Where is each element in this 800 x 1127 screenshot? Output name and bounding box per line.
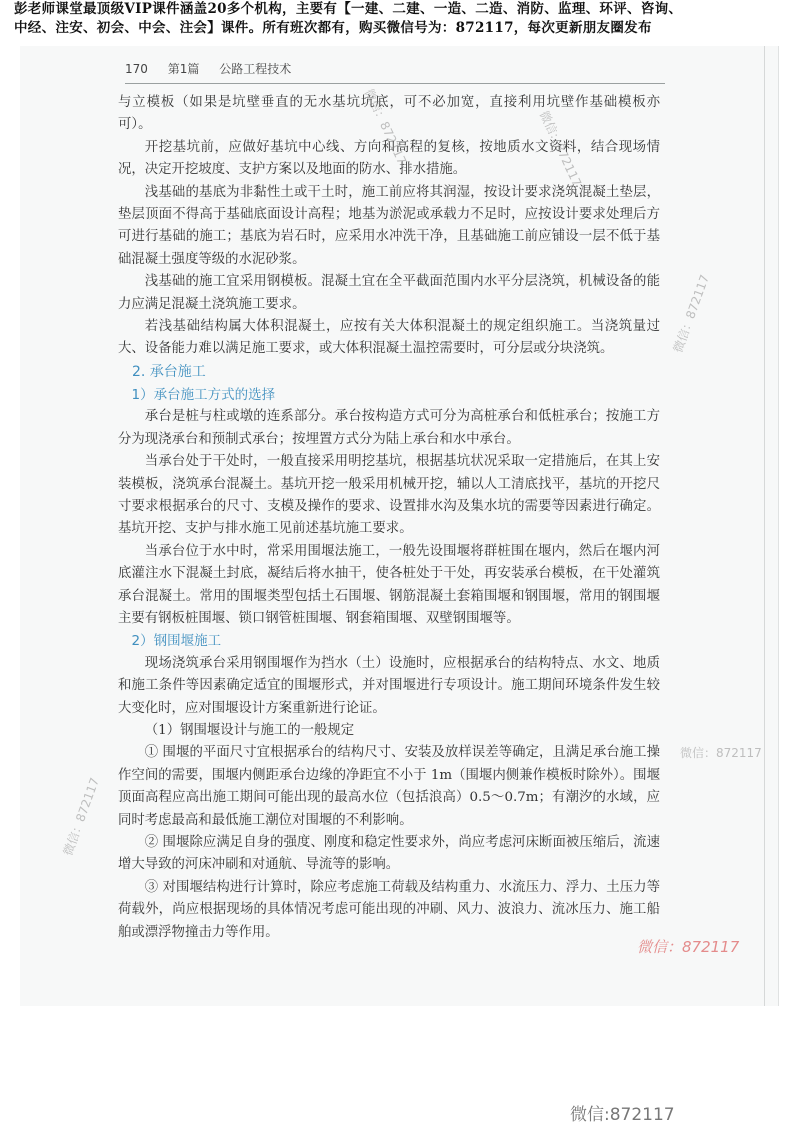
paragraph: 与立模板（如果是坑壁垂直的无水基坑坑底，可不必加宽，直接利用坑壁作基础模板亦可）。 (118, 95, 660, 133)
promo-banner-line-1: 彭老师课堂最顶级VIP课件涵盖20多个机构，主要有【一建、二建、一造、二造、消防、监理、环评、咨询、 (14, 1, 683, 17)
paragraph: 浅基础的基底为非黏性土或干土时，施工前应将其润湿，按设计要求浇筑混凝土垫层，垫层顶面不得高于基础底面设计高程；地基为淤泥或承载力不足时，应按设计要求处理后方可进行基础的施工；基底为岩石时，应采用水冲洗干净，且基础施工前应铺设一层不低于基础混凝土强度等级的水泥砂浆。 (118, 184, 660, 267)
paragraph: ③ 对围堰结构进行计算时，除应考虑施工荷载及结构重力、水流压力、浮力、土压力等荷载外，尚应根据现场的具体情况考虑可能出现的冲刷、风力、波浪力、流冰压力、施工船舶或漂浮物撞击力等作用。 (118, 879, 660, 940)
page-body (118, 92, 660, 944)
paragraph: 若浅基础结构属大体积混凝土，应按有关大体积混凝土的规定组织施工。当浇筑量过大、设备能力难以满足施工要求，或大体积混凝土温控需要时，可分层或分块浇筑。 (118, 319, 660, 357)
page-number: 170 (125, 62, 148, 76)
watermark: 微信：872117 (680, 746, 762, 760)
promo-banner (14, 0, 794, 38)
watermark: 微信：872117 (60, 775, 102, 858)
page-gutter-line (764, 46, 765, 1006)
paragraph: 当承台处于干处时，一般直接采用明挖基坑，根据基坑状况采取一定措施后，在其上安装模板，浇筑承台混凝土。基坑开挖一般采用机械开挖，辅以人工清底找平，基坑的开挖尺寸要求根据承台的尺寸、支模及操作的要求、设置排水沟及集水坑的需要等因素进行确定。基坑开挖、支护与排水施工见前述基坑施工要求。 (118, 454, 660, 537)
paragraph: ② 围堰除应满足自身的强度、刚度和稳定性要求外，尚应考虑河床断面被压缩后，流速增大导致的河床冲刷和对通航、导流等的影响。 (118, 835, 660, 873)
chapter-title: 公路工程技术 (219, 62, 292, 76)
paragraph: 当承台位于水中时，常采用围堰法施工，一般先设围堰将群桩围在堰内，然后在堰内河底灌注水下混凝土封底，凝结后将水抽干，使各桩处于干处，再安装承台模板，在干处灌筑承台混凝土。常用的围堰类型包括土石围堰、钢筋混凝土套箱围堰和钢围堰，常用的钢围堰主要有钢板桩围堰、锁口钢管桩围堰、钢套箱围堰、双壁钢围堰等。 (118, 543, 660, 626)
section-heading: 2. 承台施工 (132, 363, 206, 380)
paragraph: 现场浇筑承台采用钢围堰作为挡水（土）设施时，应根据承台的结构特点、水文、地质和施工条件等因素确定适宜的围堰形式，并对围堰进行专项设计。施工期间环境条件发生较大变化时，应对围堰设计方案重新进行论证。 (118, 655, 660, 716)
paragraph: （1）钢围堰设计与施工的一般规定 (144, 722, 355, 738)
part-label: 第1篇 (167, 62, 200, 76)
paragraph: ① 围堰的平面尺寸宜根据承台的结构尺寸、安装及放样误差等确定，且满足承台施工操作空间的需要，围堰内侧距承台边缘的净距宜不小于 1m（围堰内侧兼作模板时除外）。围堰顶面高程应高出施工期间可能出现的最高水位（包括浪高）0.5～0.7m；有潮汐的水域，应同时考虑最高和最低施工潮位对围堰的不利影响。 (118, 745, 660, 828)
promo-banner-line-2: 中经、注安、初会、中会、注会】课件。所有班次都有，购买微信号为：872117，每次更新朋友圈发布 (14, 20, 652, 36)
subsection-heading: 1）承台施工方式的选择 (131, 386, 276, 403)
paragraph: 承台是桩与柱或墩的连系部分。承台按构造方式可分为高桩承台和低桩承台；按施工方分为现浇承台和预制式承台；按埋置方式分为陆上承台和水中承台。 (118, 409, 660, 447)
paragraph: 浅基础的施工宜采用钢模板。混凝土宜在全平截面范围内水平分层浇筑，机械设备的能力应满足混凝土浇筑施工要求。 (118, 274, 660, 312)
watermark: 微信：872117 (670, 272, 712, 355)
running-head (125, 60, 665, 84)
watermark: 微信：872117 (536, 108, 585, 189)
watermark: 微信：872117 (637, 938, 740, 956)
watermark: 微信：872117 (361, 86, 410, 167)
bottom-watermark: 微信:872117 (570, 1105, 675, 1125)
paragraph: 开挖基坑前，应做好基坑中心线、方向和高程的复核，按地质水文资料，结合现场情况，决定开挖坡度、支护方案以及地面的防水、排水措施。 (118, 139, 660, 178)
subsection-heading: 2）钢围堰施工 (131, 633, 222, 650)
